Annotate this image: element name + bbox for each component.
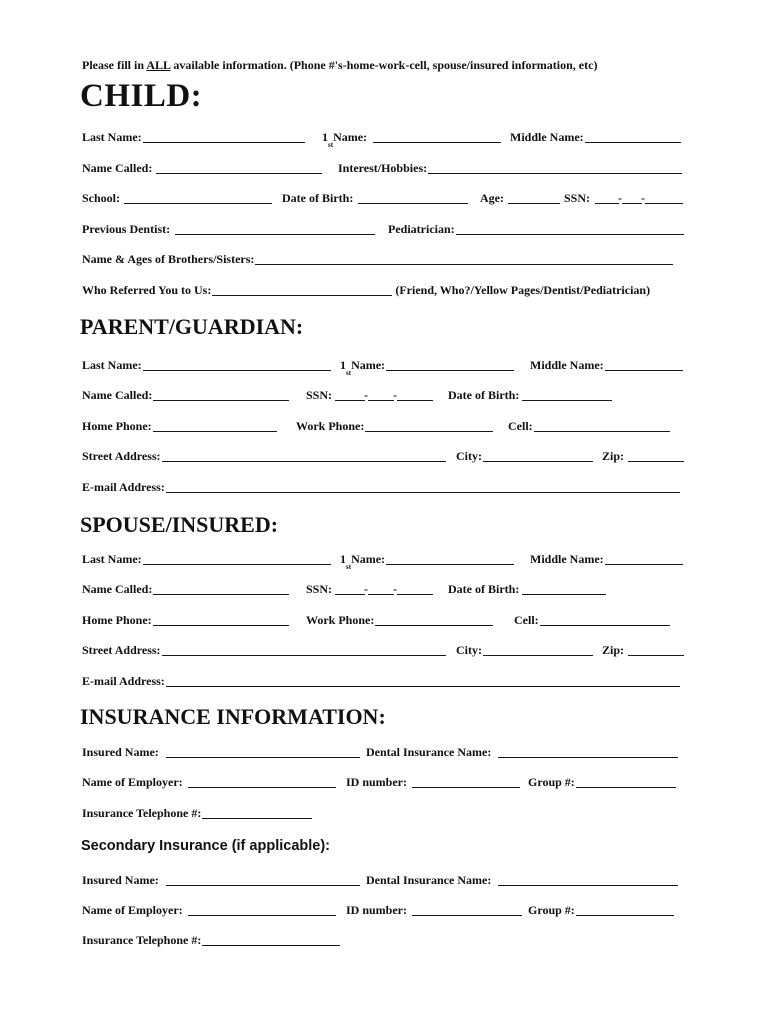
- child-dob-field: [282, 190, 468, 206]
- field-label: Interest/Hobbies:: [338, 161, 428, 175]
- parent-home-phone-input[interactable]: [153, 431, 277, 432]
- field-label: Zip:: [602, 643, 625, 657]
- ssn-separator: -: [393, 388, 398, 402]
- field-label: City:: [456, 449, 482, 463]
- spouse-work-phone-input[interactable]: [375, 625, 493, 626]
- child-last-name-field: [82, 129, 305, 145]
- parent-name-called-field: [82, 387, 289, 403]
- spouse-name-called-input[interactable]: [153, 594, 289, 595]
- field-label: available information. (Phone #'s-home-work-cell, spouse/insured information, etc): [170, 58, 598, 72]
- parent-last-name-field: [82, 357, 331, 373]
- parent-last-name-input[interactable]: [143, 370, 331, 371]
- child-middle-name-field: [510, 129, 681, 145]
- id-number-field: [346, 774, 520, 790]
- field-label: Dental Insurance Name:: [366, 873, 492, 887]
- spouse-dob-input[interactable]: [522, 594, 606, 595]
- spouse-email-input[interactable]: [166, 686, 680, 687]
- parent-street-input[interactable]: [162, 461, 446, 462]
- employer-input[interactable]: [188, 787, 336, 788]
- field-label: Name & Ages of Brothers/Sisters:: [82, 252, 255, 266]
- child-school-field: [82, 190, 272, 206]
- spouse-zip-field: [602, 642, 684, 658]
- dental-insurance-input[interactable]: [498, 757, 678, 758]
- parent-city-field: [456, 448, 593, 464]
- spouse-name-called-field: [82, 581, 289, 597]
- spouse-street-input[interactable]: [162, 655, 446, 656]
- spouse-street-field: [82, 642, 446, 658]
- child-pediatrician-input[interactable]: [456, 234, 684, 235]
- child-referral-input[interactable]: [212, 295, 392, 296]
- spouse-section-heading: SPOUSE/INSURED:: [80, 512, 279, 537]
- field-label: Name of Employer:: [82, 903, 183, 917]
- parent-work-phone-input[interactable]: [365, 431, 493, 432]
- field-label: City:: [456, 643, 482, 657]
- field-label: Name of Employer:: [82, 775, 183, 789]
- field-label: Zip:: [602, 449, 625, 463]
- parent-cell-input[interactable]: [534, 431, 670, 432]
- child-ssn-part3-input[interactable]: [645, 203, 683, 204]
- field-label: Name:: [351, 552, 386, 566]
- child-middle-name-input[interactable]: [585, 142, 681, 143]
- parent-work-phone-field: [296, 418, 493, 434]
- ssn-separator: -: [641, 191, 646, 205]
- child-dob-input[interactable]: [358, 203, 468, 204]
- child-section-heading: CHILD:: [80, 78, 203, 114]
- child-first-name-field: 1 st Name:: [322, 129, 501, 145]
- field-label: Last Name:: [82, 552, 142, 566]
- secondary-insured-name-field: [82, 872, 360, 888]
- secondary-employer-input[interactable]: [188, 915, 336, 916]
- child-school-input[interactable]: [124, 203, 272, 204]
- child-name-called-field: [82, 160, 322, 176]
- field-label: Name Called:: [82, 582, 153, 596]
- field-label: Name Called:: [82, 161, 153, 175]
- field-label: Date of Birth:: [448, 582, 520, 596]
- parent-city-input[interactable]: [483, 461, 593, 462]
- secondary-dental-insurance-field: [366, 872, 678, 888]
- parent-home-phone-field: [82, 418, 277, 434]
- parent-ssn-part3-input[interactable]: [397, 400, 433, 401]
- parent-dob-input[interactable]: [522, 400, 612, 401]
- spouse-ssn-part3-input[interactable]: [397, 594, 433, 595]
- field-label: Middle Name:: [510, 130, 584, 144]
- field-label: Middle Name:: [530, 552, 604, 566]
- child-ssn-part2-input[interactable]: [622, 203, 642, 204]
- field-label: Group #:: [528, 903, 575, 917]
- parent-section-heading: PARENT/GUARDIAN:: [80, 314, 304, 339]
- field-label: SSN:: [306, 582, 333, 596]
- child-previous-dentist-input[interactable]: [175, 234, 375, 235]
- spouse-first-name-input[interactable]: [386, 564, 514, 565]
- field-label: SSN:: [564, 191, 591, 205]
- field-label: Street Address:: [82, 449, 161, 463]
- field-label: Date of Birth:: [282, 191, 354, 205]
- child-last-name-input[interactable]: [143, 142, 305, 143]
- field-label: Insurance Telephone #:: [82, 933, 202, 947]
- child-name-called-input[interactable]: [156, 173, 322, 174]
- insurance-section-heading: INSURANCE INFORMATION:: [80, 704, 386, 729]
- field-label: ID number:: [346, 775, 408, 789]
- insured-name-field: [82, 744, 360, 760]
- parent-email-field: [82, 479, 680, 495]
- field-label: Date of Birth:: [448, 388, 520, 402]
- field-label: Age:: [480, 191, 504, 205]
- spouse-home-phone-field: [82, 612, 289, 628]
- secondary-telephone-field: [82, 932, 340, 948]
- field-label: Insured Name:: [82, 873, 159, 887]
- spouse-ssn-part2-input[interactable]: [368, 594, 394, 595]
- secondary-id-number-field: [346, 902, 522, 918]
- child-interests-input[interactable]: [428, 173, 682, 174]
- field-label: Street Address:: [82, 643, 161, 657]
- spouse-ssn-part1-input[interactable]: [335, 594, 365, 595]
- field-label: Dental Insurance Name:: [366, 745, 492, 759]
- group-number-input[interactable]: [576, 787, 676, 788]
- field-label: Pediatrician:: [388, 222, 455, 236]
- insured-name-input[interactable]: [166, 757, 360, 758]
- ssn-separator: -: [618, 191, 623, 205]
- secondary-insured-name-input[interactable]: [166, 885, 360, 886]
- field-label: Who Referred You to Us:: [82, 283, 212, 297]
- spouse-middle-name-input[interactable]: [605, 564, 683, 565]
- child-referral-field: [82, 282, 650, 298]
- field-label: Home Phone:: [82, 613, 152, 627]
- parent-first-name-field: 1 st Name:: [340, 357, 514, 373]
- parent-middle-name-field: [530, 357, 683, 373]
- spouse-city-field: [456, 642, 593, 658]
- field-label: E-mail Address:: [82, 674, 165, 688]
- parent-zip-input[interactable]: [628, 461, 684, 462]
- field-label: Cell:: [514, 613, 539, 627]
- spouse-ssn-field: [306, 581, 433, 597]
- spouse-last-name-input[interactable]: [143, 564, 331, 565]
- field-label: School:: [82, 191, 121, 205]
- insurance-telephone-field: [82, 805, 312, 821]
- secondary-id-number-input[interactable]: [412, 915, 522, 916]
- field-label: Home Phone:: [82, 419, 152, 433]
- parent-email-input[interactable]: [166, 492, 680, 493]
- group-number-field: [528, 774, 676, 790]
- spouse-city-input[interactable]: [483, 655, 593, 656]
- field-label: Group #:: [528, 775, 575, 789]
- field-label: Previous Dentist:: [82, 222, 171, 236]
- spouse-cell-input[interactable]: [540, 625, 670, 626]
- secondary-group-number-field: [528, 902, 674, 918]
- spouse-work-phone-field: [306, 612, 493, 628]
- field-label: 1: [340, 552, 346, 566]
- parent-ssn-field: [306, 387, 433, 403]
- field-label: Name:: [333, 130, 368, 144]
- parent-first-name-input[interactable]: [386, 370, 514, 371]
- field-label: Name Called:: [82, 388, 153, 402]
- id-number-input[interactable]: [412, 787, 520, 788]
- field-label: Please fill in: [82, 58, 147, 72]
- parent-ssn-part1-input[interactable]: [335, 400, 365, 401]
- child-siblings-input[interactable]: [255, 264, 673, 265]
- field-label: Insured Name:: [82, 745, 159, 759]
- ssn-separator: -: [393, 582, 398, 596]
- form-instructions: [82, 58, 597, 73]
- spouse-first-name-field: 1 st Name:: [340, 551, 514, 567]
- secondary-insurance-heading: Secondary Insurance (if applicable):: [81, 838, 330, 854]
- field-label: Work Phone:: [306, 613, 375, 627]
- parent-dob-field: [448, 387, 612, 403]
- spouse-last-name-field: [82, 551, 331, 567]
- field-label: ALL: [146, 58, 171, 72]
- secondary-telephone-input[interactable]: [202, 945, 340, 946]
- field-label: ID number:: [346, 903, 408, 917]
- spouse-cell-field: [514, 612, 670, 628]
- child-age-field: [480, 190, 560, 206]
- spouse-dob-field: [448, 581, 606, 597]
- insurance-telephone-input[interactable]: [202, 818, 312, 819]
- spouse-middle-name-field: [530, 551, 683, 567]
- employer-field: [82, 774, 336, 790]
- parent-zip-field: [602, 448, 684, 464]
- child-age-input[interactable]: [508, 203, 560, 204]
- secondary-group-number-input[interactable]: [576, 915, 674, 916]
- parent-ssn-part2-input[interactable]: [368, 400, 394, 401]
- referral-options-note: (Friend, Who?/Yellow Pages/Dentist/Pediatrician): [395, 283, 651, 297]
- field-label: 1: [322, 130, 328, 144]
- spouse-zip-input[interactable]: [628, 655, 684, 656]
- child-first-name-input[interactable]: [373, 142, 501, 143]
- parent-middle-name-input[interactable]: [605, 370, 683, 371]
- spouse-home-phone-input[interactable]: [153, 625, 289, 626]
- field-label: Cell:: [508, 419, 533, 433]
- child-ssn-part1-input[interactable]: [595, 203, 619, 204]
- child-siblings-field: [82, 251, 673, 267]
- child-pediatrician-field: [388, 221, 684, 237]
- ssn-separator: -: [364, 582, 369, 596]
- ssn-separator: -: [364, 388, 369, 402]
- field-label: Name:: [351, 358, 386, 372]
- dental-insurance-field: [366, 744, 678, 760]
- parent-cell-field: [508, 418, 670, 434]
- parent-street-field: [82, 448, 446, 464]
- field-label: 1: [340, 358, 346, 372]
- child-ssn-field: [564, 190, 683, 206]
- field-label: Work Phone:: [296, 419, 365, 433]
- field-label: SSN:: [306, 388, 333, 402]
- field-label: Last Name:: [82, 358, 142, 372]
- field-label: Insurance Telephone #:: [82, 806, 202, 820]
- child-interests-field: [338, 160, 682, 176]
- spouse-email-field: [82, 673, 680, 689]
- secondary-employer-field: [82, 902, 336, 918]
- field-label: Middle Name:: [530, 358, 604, 372]
- field-label: E-mail Address:: [82, 480, 165, 494]
- secondary-dental-insurance-input[interactable]: [498, 885, 678, 886]
- parent-name-called-input[interactable]: [153, 400, 289, 401]
- child-previous-dentist-field: [82, 221, 375, 237]
- field-label: Last Name:: [82, 130, 142, 144]
